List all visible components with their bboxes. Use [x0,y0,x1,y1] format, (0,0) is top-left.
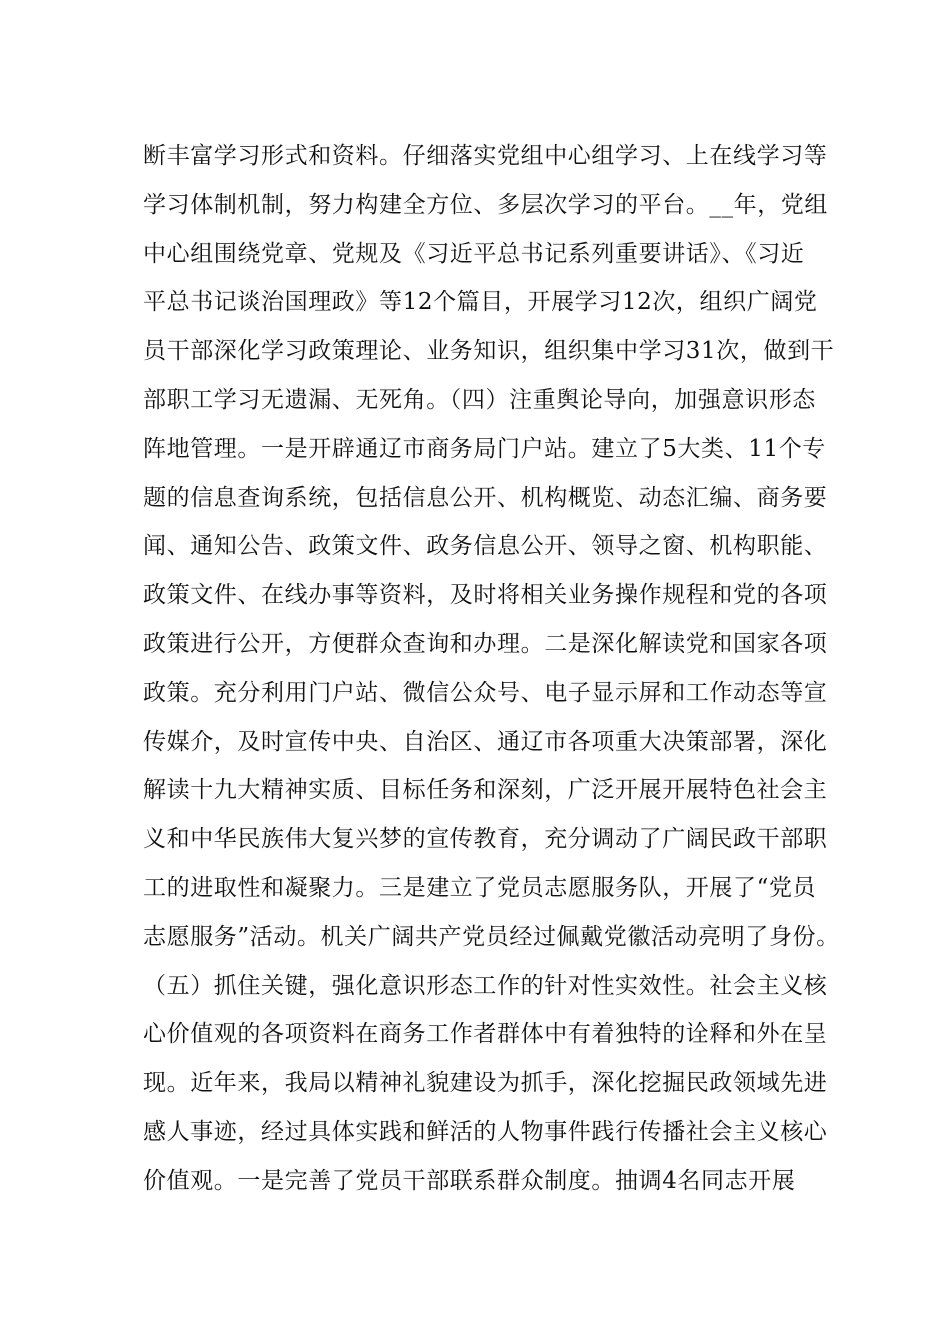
text-line: 现。近年来，我局以精神礼貌建设为抓手，深化挖掘民政领域先进 [143,1070,828,1097]
text-line: 感人事迹，经过具体实践和鲜活的人物事件践行传播社会主义核心 [143,1118,828,1145]
text-line: 政策文件、在线办事等资料，及时将相关业务操作规程和党的各项 [143,582,828,609]
text-line: 中心组围绕党章、党规及《习近平总书记系列重要讲话》、《习近 [143,240,805,267]
text-line: 政策。充分利用门户站、微信公众号、电子显示屏和工作动态等宣 [143,679,828,706]
text-line: 学习体制机制，努力构建全方位、多层次学习的平台。__年，党组 [143,191,828,218]
text-line: 部职工学习无遗漏、无死角。（四）注重舆论导向，加强意识形态 [143,386,816,413]
text-line: （五）抓住关键，强化意识形态工作的针对性实效性。社会主义核 [143,972,828,999]
text-line: 断丰富学习形式和资料。仔细落实党组中心组学习、上在线学习等 [143,143,828,169]
text-line: 政策进行公开，方便群众查询和办理。二是深化解读党和国家各项 [143,630,828,657]
text-line: 员干部深化学习政策理论、业务知识，组织集中学习31次，做到干 [143,338,835,365]
text-line: 义和中华民族伟大复兴梦的宣传教育，充分调动了广阔民政干部职 [143,826,828,853]
text-line: 志愿服务”活动。机关广阔共产党员经过佩戴党徽活动亮明了身份。 [143,923,840,950]
text-line: 阵地管理。一是开辟通辽市商务局门户站。建立了5大类、11个专 [143,435,826,462]
text-line: 工的进取性和凝聚力。三是建立了党员志愿服务队，开展了“党员 [143,874,817,901]
body-text [143,132,840,1206]
text-line: 心价值观的各项资料在商务工作者群体中有着独特的诠释和外在呈 [143,1021,828,1048]
text-line: 价值观。一是完善了党员干部联系群众制度。抽调4名同志开展 [143,1167,796,1194]
text-line: 闻、通知公告、政策文件、政务信息公开、领导之窗、机构职能、 [143,533,828,560]
text-line: 平总书记谈治国理政》等12个篇目，开展学习12次，组织广阔党 [143,289,818,316]
text-line: 解读十九大精神实质、目标任务和深刻，广泛开展开展特色社会主 [143,777,828,804]
text-line: 题的信息查询系统，包括信息公开、机构概览、动态汇编、商务要 [143,484,828,511]
text-line: 传媒介，及时宣传中央、自治区、通辽市各项重大决策部署，深化 [143,728,828,755]
